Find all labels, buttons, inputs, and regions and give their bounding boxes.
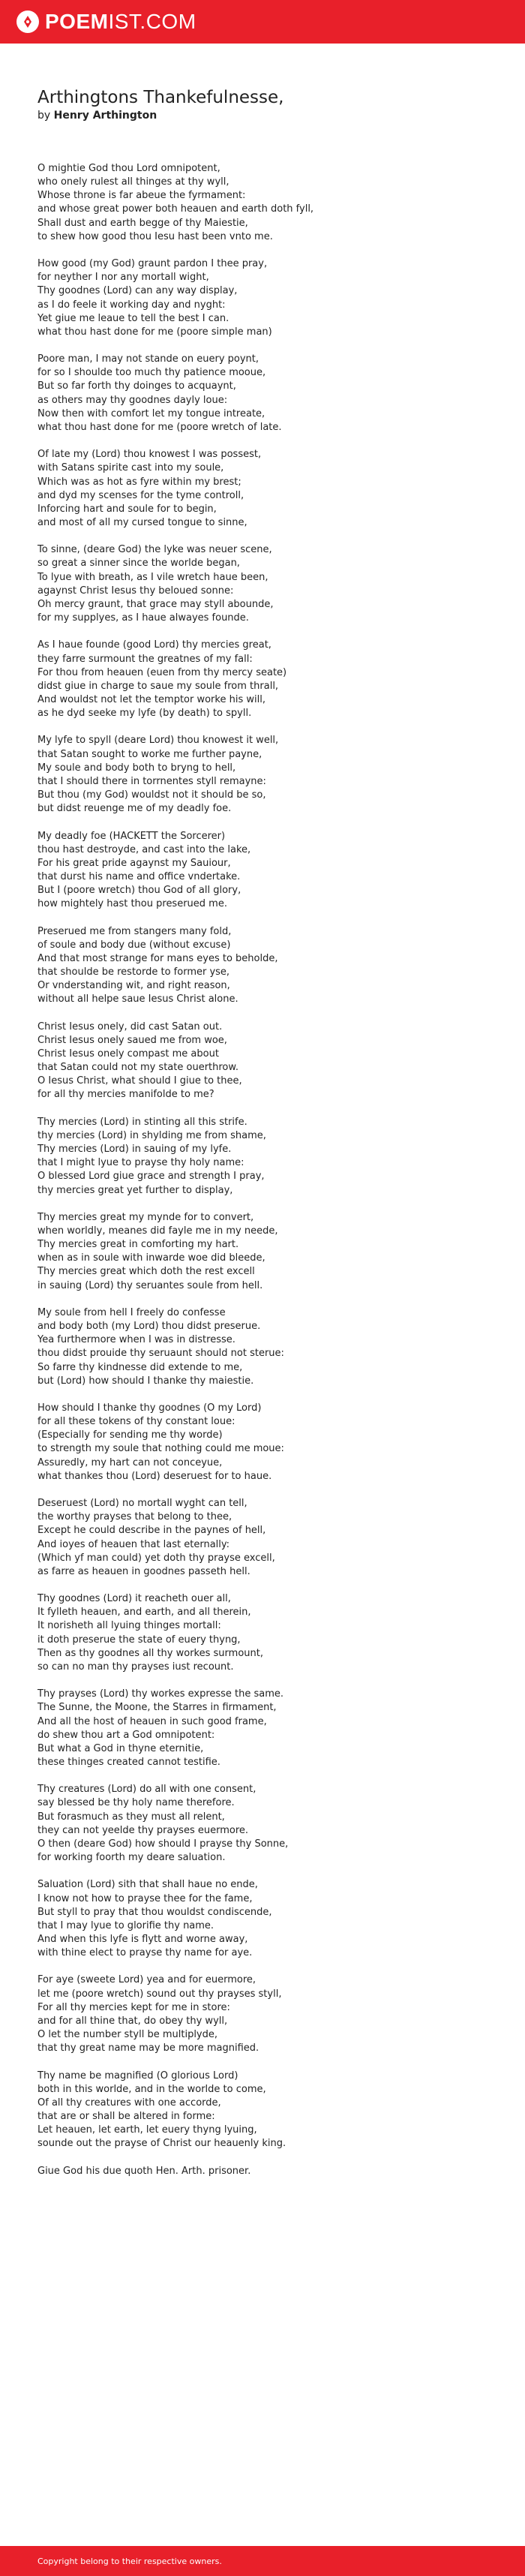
- poem-line: My lyfe to spyll (deare Lord) thou knowest it well,: [38, 735, 279, 747]
- stanza: [38, 1306, 495, 1388]
- poem-line: that Satan sought to worke me further payne,: [38, 748, 262, 760]
- poem-line: To sinne, (deare God) the lyke was neuer scene,: [38, 544, 272, 556]
- poem-line: when worldly, meanes did fayle me in my neede,: [38, 1225, 278, 1237]
- copyright-text: Copyright belong to their respective owners.: [38, 2556, 222, 2566]
- poem-line: O blessed Lord giue grace and strength I pray,: [38, 1171, 265, 1183]
- poem-line: But thou (my God) wouldst not it should be so,: [38, 789, 266, 801]
- poem-line: But I (poore wretch) thou God of all glory,: [38, 885, 242, 897]
- poem-line: O mightie God thou Lord omnipotent,: [38, 163, 220, 174]
- poem-line: Oh mercy graunt, that grace may styll abounde,: [38, 598, 274, 610]
- poem-line: (Especially for sending me thy worde): [38, 1429, 223, 1441]
- by-label: by: [38, 110, 51, 122]
- poem-line: these thinges created cannot testifie.: [38, 1757, 220, 1769]
- poem-line: thou didst prouide thy seruaunt should not sterue:: [38, 1348, 284, 1360]
- stanza: [38, 2070, 495, 2151]
- poem-line: And when this lyfe is flytt and worne away,: [38, 1934, 248, 1946]
- poem-line: Whose throne is far abeue the fyrmament:: [38, 190, 246, 202]
- poem-line: both in this worlde, and in the worlde to come,: [38, 2083, 266, 2095]
- poem-line: and for all thine that, do obey thy wyll,: [38, 2015, 228, 2027]
- byline: [38, 110, 488, 122]
- poem-line: Poore man, I may not stande on euery poynt,: [38, 353, 260, 365]
- poem-line: when as in soule with inwarde woe did bleede,: [38, 1252, 266, 1264]
- poem-line: Now then with comfort let my tongue intreate,: [38, 407, 266, 419]
- poem-line: with thine elect to prayse thy name for aye.: [38, 1947, 253, 1959]
- poem-line: that Satan could not my state ouerthrow.: [38, 1062, 238, 1074]
- poem-line: with Satans spirite cast into my soule,: [38, 462, 224, 474]
- poem-line: for all these tokens of thy constant loue:: [38, 1416, 236, 1428]
- poem-line: as I do feele it working day and nyght:: [38, 299, 226, 311]
- poem-line: and body both (my Lord) thou didst preserue.: [38, 1321, 261, 1333]
- poem-line: It fylleth heauen, and earth, and all therein,: [38, 1607, 251, 1619]
- poem-line: thy mercies (Lord) in shylding me from shame,: [38, 1129, 266, 1141]
- poem-line: Christ Iesus onely, did cast Satan out.: [38, 1020, 223, 1033]
- poem-line: the worthy prayses that belong to thee,: [38, 1511, 232, 1523]
- poem-title: Arthingtons Thankefulnesse,: [38, 88, 284, 107]
- stanza: [38, 1402, 495, 1483]
- stanza: [38, 2165, 495, 2178]
- poem-body: [38, 162, 495, 2192]
- stanza: [38, 639, 495, 720]
- poem-line: that are or shall be altered in forme:: [38, 2111, 215, 2123]
- poem-line: it doth preserue the state of euery thyng,: [38, 1634, 241, 1646]
- stanza: [38, 1116, 495, 1198]
- poem-line: Yea furthermore when I was in distresse.: [38, 1334, 236, 1346]
- poem-line: so can no man thy prayses iust recount.: [38, 1661, 234, 1673]
- poem-line: and dyd my scenses for the tyme controll,: [38, 489, 244, 501]
- poem-line: Giue God his due quoth Hen. Arth. prisoner.: [38, 2165, 251, 2177]
- poem-line: So farre thy kindnesse did extende to me,: [38, 1361, 243, 1373]
- poem-line: Thy mercies (Lord) in sauing of my lyfe.: [38, 1144, 232, 1156]
- logo-pen-icon: [16, 11, 39, 33]
- poem-line: It norisheth all lyuing thinges mortall:: [38, 1620, 221, 1632]
- poem-line: For aye (sweete Lord) yea and for euermore,: [38, 1974, 256, 1986]
- poem-line: sounde out the prayse of Christ our heauenly king.: [38, 2138, 286, 2150]
- poem-line: thou hast destroyde, and cast into the lake,: [38, 843, 251, 855]
- poem-line: And ioyes of heauen that last eternally:: [38, 1538, 230, 1550]
- poem-line: of soule and body due (without excuse): [38, 939, 231, 951]
- poem-line: Deseruest (Lord) no mortall wyght can tell,: [38, 1498, 248, 1510]
- stanza: [38, 1688, 495, 1769]
- poem-line: Let heauen, let earth, let euery thyng lyuing,: [38, 2124, 257, 2136]
- poem-line: and most of all my cursed tongue to sinne,: [38, 517, 248, 529]
- stanza: [38, 1592, 495, 1674]
- poem-line: But styll to pray that thou wouldst condiscende,: [38, 1906, 272, 1918]
- poem-line: as farre as heauen in goodnes passeth hell.: [38, 1565, 250, 1577]
- site-logo[interactable]: [16, 10, 196, 34]
- poem-line: And that most strange for mans eyes to beholde,: [38, 952, 278, 964]
- poem-line: let me (poore wretch) sound out thy prayses styll,: [38, 1988, 282, 2000]
- poem-line: Inforcing hart and soule for to begin,: [38, 503, 217, 515]
- poem-line: Christ Iesus onely compast me about: [38, 1048, 219, 1060]
- poem-line: who onely rulest all thinges at thy wyll,: [38, 176, 230, 188]
- poem-line: O then (deare God) how should I prayse thy Sonne,: [38, 1838, 289, 1850]
- poem-line: I know not how to prayse thee for the fame,: [38, 1892, 253, 1904]
- poem-line: For thou from heauen (euen from thy mercy seate): [38, 666, 287, 678]
- poem-line: they farre surmount the greatnes of my fall:: [38, 653, 253, 665]
- poem-line: Christ Iesus onely saued me from woe,: [38, 1034, 227, 1046]
- poem-line: as others may thy goodnes dayly loue:: [38, 394, 228, 406]
- poem-line: Or vnderstanding wit, and right reason,: [38, 980, 230, 992]
- footer: [0, 2546, 525, 2576]
- poem-line: in sauing (Lord) thy seruantes soule from hell.: [38, 1279, 263, 1291]
- poem-line: to shew how good thou Iesu hast been vnto me.: [38, 230, 273, 242]
- poem-line: Thy goodnes (Lord) it reacheth ouer all,: [38, 1593, 231, 1605]
- stanza: [38, 1783, 495, 1865]
- stanza: [38, 1497, 495, 1579]
- poem-line: O Iesus Christ, what should I giue to thee,: [38, 1075, 242, 1087]
- poem-line: that thy great name may be more magnified.: [38, 2042, 260, 2054]
- poem-line: Except he could describe in the paynes of hell,: [38, 1525, 266, 1537]
- poem-line: But what a God in thyne eternitie,: [38, 1742, 204, 1754]
- poem-line: that shoulde be restorde to former yse,: [38, 966, 230, 978]
- poem-line: Thy creatures (Lord) do all with one consent,: [38, 1784, 256, 1796]
- poem-line: For all thy mercies kept for me in store:: [38, 2001, 230, 2013]
- poem-line: didst giue in charge to saue my soule from thrall,: [38, 680, 279, 692]
- poem-line: what thankes thou (Lord) deseruest for to haue.: [38, 1470, 272, 1482]
- logo-text: [45, 10, 196, 34]
- poem-line: Then as thy goodnes all thy workes surmount,: [38, 1647, 263, 1659]
- poem-line: that I may lyue to glorifie thy name.: [38, 1919, 214, 1931]
- poem-line: Thy mercies great my mynde for to convert,: [38, 1211, 254, 1223]
- poem-line: My soule and body both to bryng to hell,: [38, 762, 236, 774]
- poem-line: My soule from hell I freely do confesse: [38, 1306, 226, 1318]
- poem-line: To lyue with breath, as I vile wretch haue been,: [38, 571, 268, 583]
- stanza: [38, 1973, 495, 2055]
- poem-line: Shall dust and earth begge of thy Maiestie,: [38, 217, 248, 229]
- poem-line: agaynst Christ Iesus thy beloued sonne:: [38, 585, 234, 597]
- poem-line: to strength my soule that nothing could me moue:: [38, 1443, 284, 1455]
- poem-line: The Sunne, the Moone, the Starres in firmament,: [38, 1702, 277, 1714]
- stanza: [38, 1020, 495, 1102]
- poem-line: but didst reuenge me of my deadly foe.: [38, 803, 232, 815]
- poem-line: that durst his name and office vndertake.: [38, 871, 241, 883]
- poem-line: Thy mercies great which doth the rest excell: [38, 1266, 255, 1278]
- poem-line: Thy mercies (Lord) in stinting all this strife.: [38, 1116, 248, 1128]
- poem-line: as he dyd seeke my lyfe (by death) to spyll.: [38, 708, 252, 720]
- poem-line: what thou hast done for me (poore simple man): [38, 326, 272, 338]
- poem-line: How good (my God) graunt pardon I thee pray,: [38, 258, 268, 270]
- poem-line: Which was as hot as fyre within my brest;: [38, 476, 242, 488]
- poem-line: so great a sinner since the worlde began,: [38, 558, 240, 570]
- poem-line: for working foorth my deare saluation.: [38, 1852, 226, 1864]
- poem-line: How should I thanke thy goodnes (O my Lord): [38, 1402, 262, 1414]
- stanza: [38, 162, 495, 244]
- poem-line: say blessed be thy holy name therefore.: [38, 1797, 235, 1809]
- poem-line: for so I shoulde too much thy patience mooue,: [38, 367, 266, 379]
- poem-line: And wouldst not let the temptor worke his will,: [38, 694, 266, 706]
- author-link[interactable]: Henry Arthington: [53, 110, 158, 122]
- poem-line: Thy goodnes (Lord) can any way display,: [38, 285, 238, 297]
- stanza: [38, 353, 495, 434]
- poem-line: do shew thou art a God omnipotent:: [38, 1729, 215, 1741]
- poem-header: [38, 87, 488, 122]
- poem-line: without all helpe saue Iesus Christ alone.: [38, 993, 238, 1005]
- stanza: [38, 925, 495, 1007]
- stanza: [38, 543, 495, 625]
- poem-line: for my supplyes, as I haue alwayes founde.: [38, 612, 249, 624]
- logo-bold: POEM: [45, 10, 109, 33]
- poem-line: they can not yeelde thy prayses euermore.: [38, 1824, 249, 1836]
- poem-line: for all thy mercies manifolde to me?: [38, 1089, 214, 1101]
- stanza: [38, 1211, 495, 1293]
- poem-line: My deadly foe (HACKETT the Sorcerer): [38, 830, 226, 842]
- poem-line: that I should there in torrnentes styll remayne:: [38, 775, 266, 787]
- stanza: [38, 830, 495, 912]
- poem-line: But so far forth thy doinges to acquaynt,: [38, 380, 236, 392]
- poem-line: for neyther I nor any mortall wight,: [38, 272, 209, 284]
- poem-line: Preserued me from stangers many fold,: [38, 925, 232, 937]
- poem-line: Of late my (Lord) thou knowest I was possest,: [38, 449, 262, 461]
- poem-line: Assuredly, my hart can not conceyue,: [38, 1456, 223, 1468]
- poem-line: And all the host of heauen in such good frame,: [38, 1715, 267, 1727]
- top-bar: [0, 0, 525, 44]
- poem-line: but (Lord) how should I thanke thy maiestie.: [38, 1375, 254, 1387]
- poem-line: Yet giue me leaue to tell the best I can.: [38, 312, 230, 324]
- poem-line: Thy mercies great in comforting my hart.: [38, 1239, 239, 1251]
- poem-line: what thou hast done for me (poore wretch of late.: [38, 421, 282, 433]
- poem-line: (Which yf man could) yet doth thy prayse excell,: [38, 1552, 275, 1564]
- poem-line: For his great pride agaynst my Sauiour,: [38, 857, 231, 869]
- poem-line: how mightely hast thou preserued me.: [38, 898, 227, 910]
- logo-light: IST.COM: [108, 10, 196, 33]
- poem-line: Thy name be magnified (O glorious Lord): [38, 2070, 238, 2082]
- poem-line: and whose great power both heauen and earth doth fyll,: [38, 203, 314, 215]
- stanza: [38, 734, 495, 816]
- poem-line: Saluation (Lord) sith that shall haue no ende,: [38, 1879, 258, 1891]
- stanza: [38, 1878, 495, 1960]
- poem-line: Thy prayses (Lord) thy workes expresse the same.: [38, 1688, 284, 1700]
- poem-line: O let the number styll be multiplyde,: [38, 2029, 218, 2041]
- poem-line: As I haue founde (good Lord) thy mercies great,: [38, 639, 272, 651]
- poem-line: thy mercies great yet further to display,: [38, 1184, 233, 1196]
- poem-line: Of all thy creatures with one accorde,: [38, 2097, 221, 2109]
- poem-line: But forasmuch as they must all relent,: [38, 1811, 225, 1823]
- poem-line: that I might lyue to prayse thy holy name:: [38, 1157, 244, 1169]
- stanza: [38, 257, 495, 339]
- stanza: [38, 448, 495, 530]
